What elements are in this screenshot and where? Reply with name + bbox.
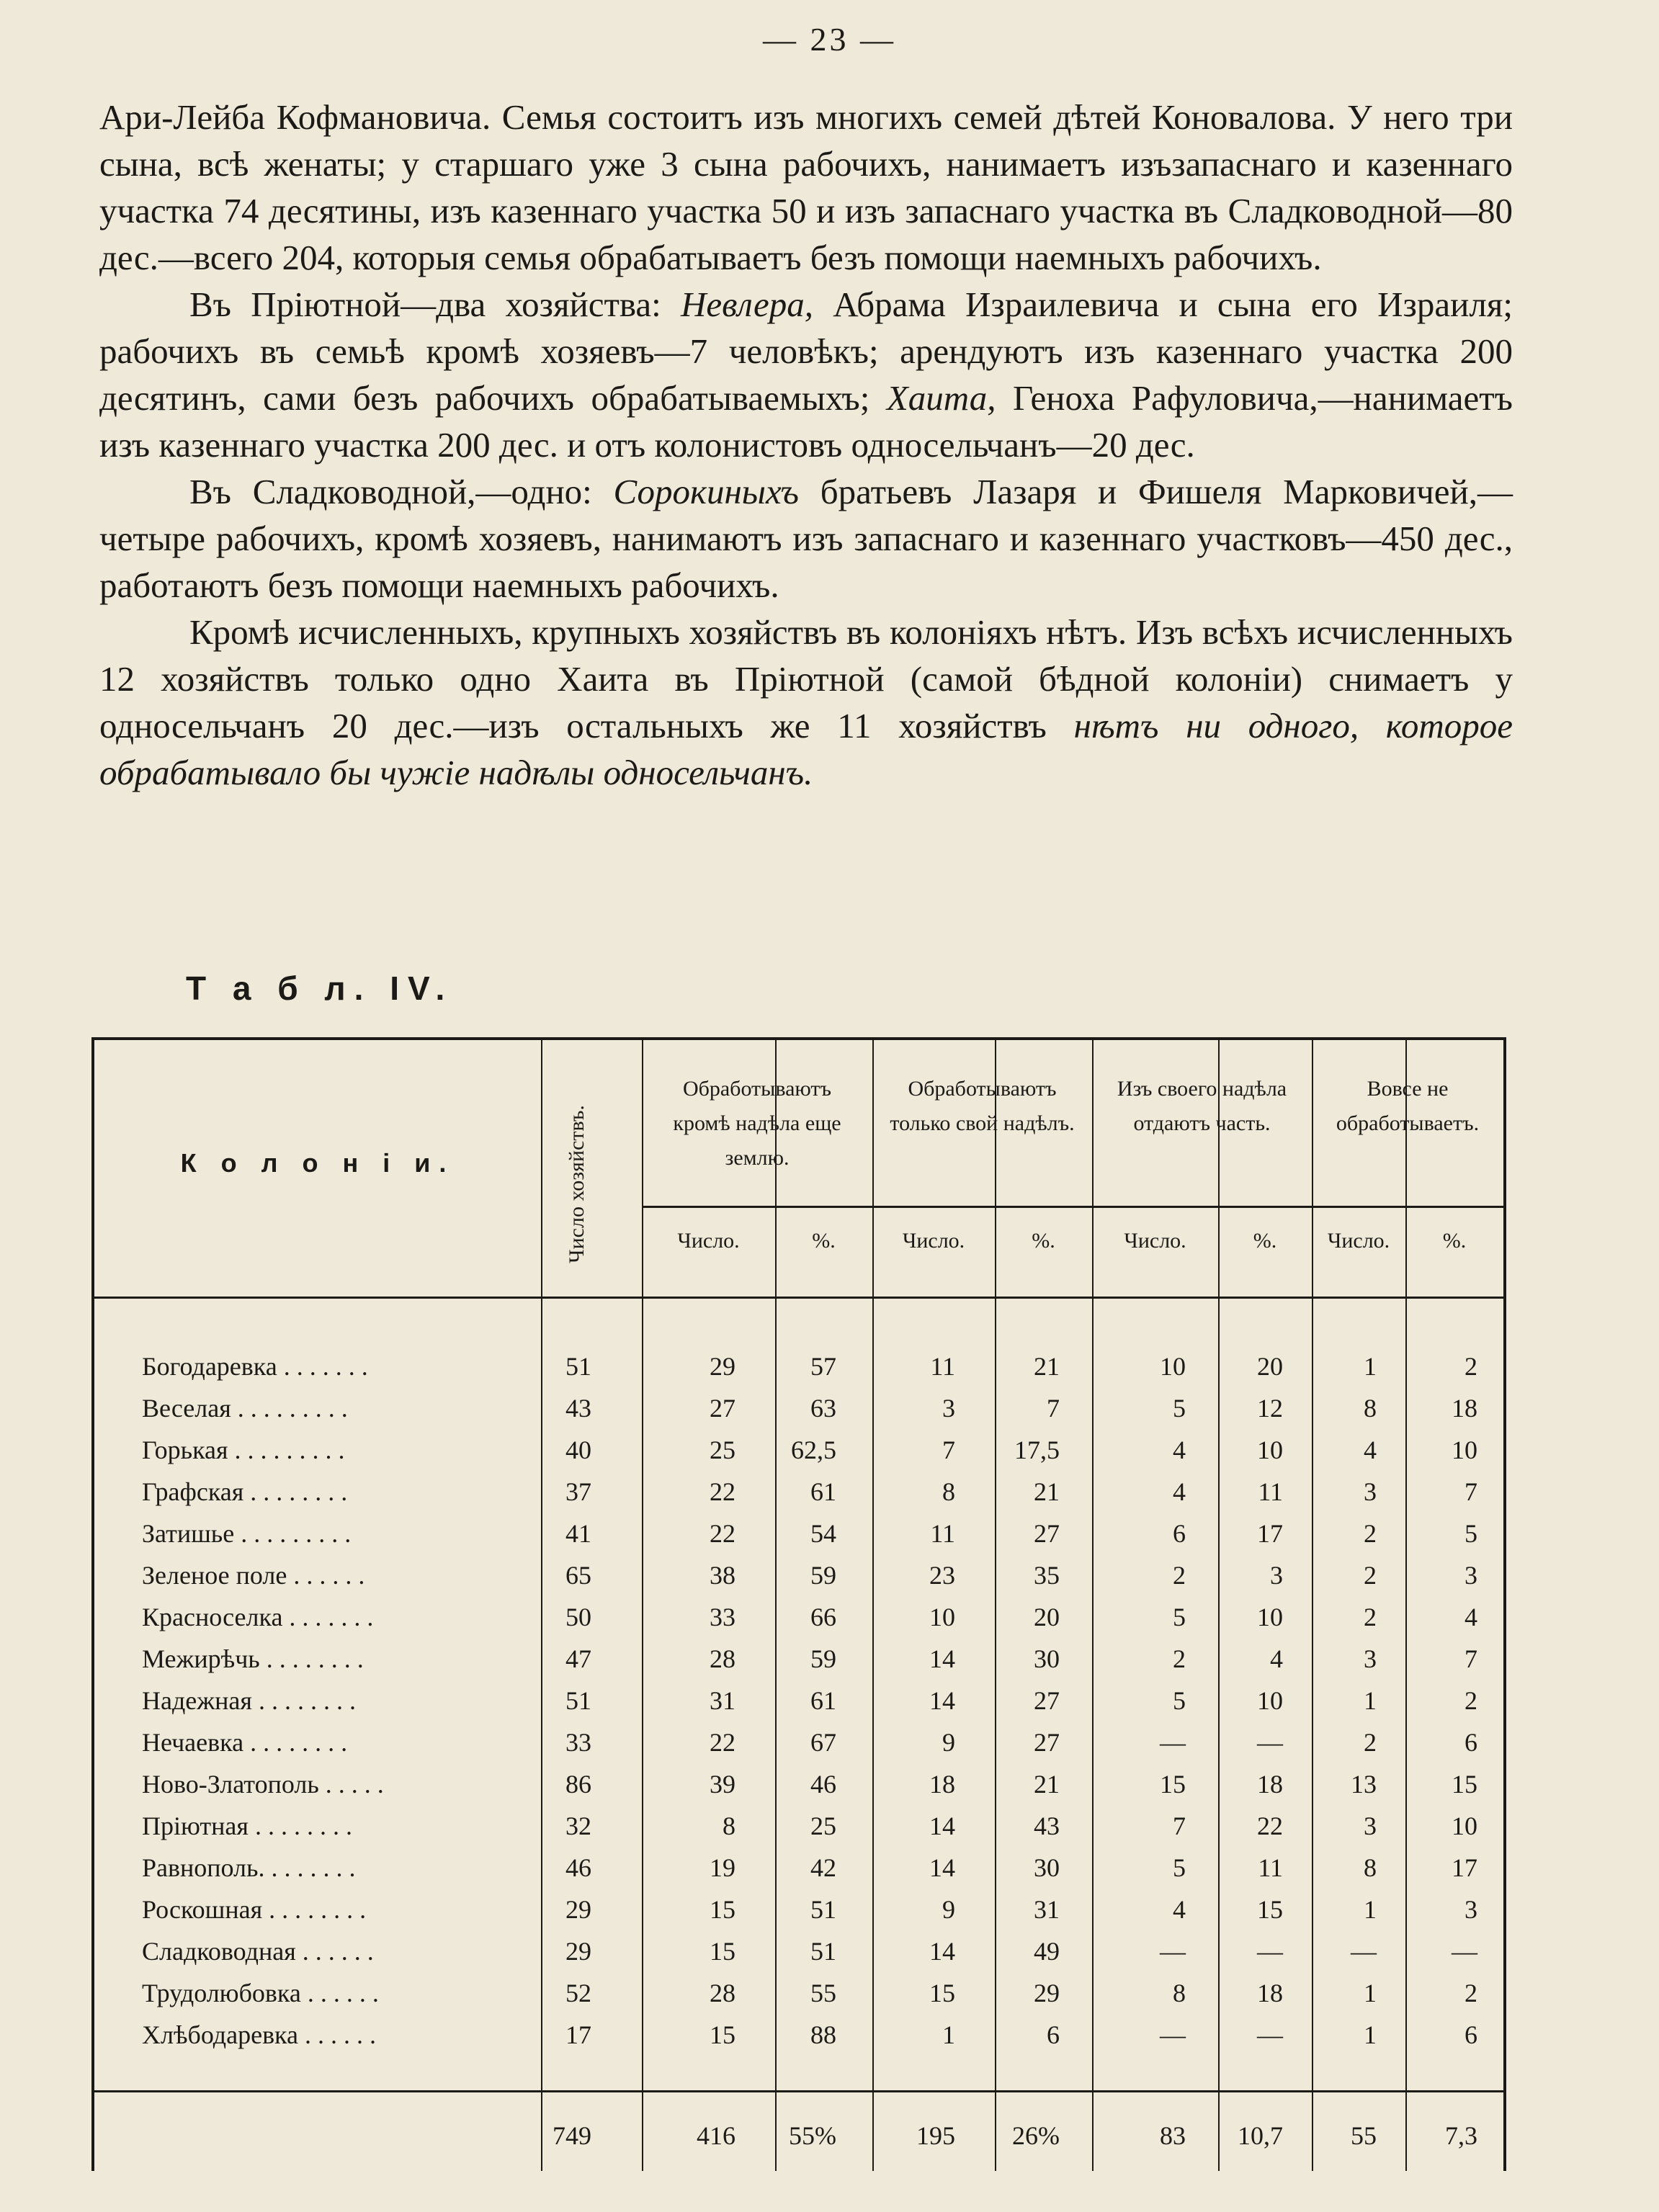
group-header: Обработываютъ только свой надѣлъ. [890, 1077, 1075, 1135]
table-cell: 10 [929, 1603, 955, 1631]
table-cell: 20 [1257, 1352, 1283, 1381]
colony-name: Межирѣчь . . . . . . . . [142, 1644, 364, 1673]
table-cell: 32 [565, 1812, 591, 1840]
table-row [94, 1727, 1503, 1769]
table-cell: 18 [1257, 1770, 1283, 1799]
table-cell: 10 [1452, 1812, 1477, 1840]
table-cell: 1 [1364, 1979, 1377, 2007]
table-cell: 10 [1257, 1603, 1283, 1631]
table-cell: — [1160, 1937, 1186, 1966]
table-cell: 49 [1034, 1937, 1060, 1966]
table-cell: 3 [942, 1394, 955, 1423]
table-cell: 18 [1257, 1979, 1283, 2007]
table-cell: 3 [1465, 1895, 1477, 1924]
table-cell: 6 [1173, 1519, 1186, 1548]
table-cell: 3 [1364, 1644, 1377, 1673]
table-cell: 2 [1364, 1519, 1377, 1548]
table-cell: 18 [1452, 1394, 1477, 1423]
table-cell: 46 [810, 1770, 836, 1799]
table-cell: 15 [710, 1937, 735, 1966]
table-cell: 11 [1258, 1477, 1283, 1506]
table-cell: 31 [710, 1686, 735, 1715]
table-cell: 17 [1257, 1519, 1283, 1548]
table-cell: 15 [1160, 1770, 1186, 1799]
text-run: Абрама Израилевича и сына его Израиля; рабочихъ въ семьѣ кромѣ хозяевъ—7 человѣкъ; арендуютъ изъ казеннаго участка 200 десятинъ, сами безъ рабочихъ обрабатываемыхъ; [99, 285, 1513, 418]
group-header: Изъ своего надѣла отдаютъ часть. [1117, 1077, 1287, 1135]
text-run: Кромѣ исчисленныхъ, крупныхъ хозяйствъ въ колоніяхъ нѣтъ. Изъ всѣхъ исчисленныхъ 12 хозяйствъ только одно Хаита въ Пріютной (самой бѣдной колоніи) снимаетъ у односельчанъ 20 дес.—изъ остальныхъ же 11 хозяйствъ [99, 612, 1513, 745]
table-cell: 11 [930, 1352, 955, 1381]
table-cell: — [1160, 2020, 1186, 2049]
colony-name: Горькая . . . . . . . . . [142, 1436, 345, 1464]
table-cell: 59 [810, 1644, 836, 1673]
table-cell: 29 [565, 1937, 591, 1966]
table-row [94, 1811, 1503, 1853]
table-cell: 33 [565, 1728, 591, 1757]
table-cell: 25 [710, 1436, 735, 1464]
table-cell: 62,5 [791, 1436, 836, 1464]
sub-header: %. [1253, 1229, 1277, 1253]
table-cell: 5 [1173, 1603, 1186, 1631]
row-rule [642, 1206, 1503, 1208]
table-cell: 51 [565, 1686, 591, 1715]
table-cell: 10 [1257, 1436, 1283, 1464]
paragraph [99, 281, 1513, 468]
table-cell: 28 [710, 1644, 735, 1673]
text-run: Въ Пріютной—два хозяйства: [189, 285, 681, 324]
colony-name: Богодаревка . . . . . . . [142, 1352, 368, 1381]
paragraph [99, 609, 1513, 796]
table-cell: 57 [810, 1352, 836, 1381]
table-cell: 4 [1173, 1436, 1186, 1464]
colony-name: Пріютная . . . . . . . . [142, 1812, 352, 1840]
colony-name: Зеленое поле . . . . . . [142, 1561, 365, 1590]
table-row [94, 1393, 1503, 1435]
colony-name: Затишье . . . . . . . . . [142, 1519, 352, 1548]
table-cell: 1 [1364, 1686, 1377, 1715]
text-run: Ари-Лейба Кофмановича. Семья состоитъ изъ многихъ семей дѣтей Коновалова. У него три сына, всѣ женаты; у старшаго уже 3 сына рабочихъ, нанимаетъ изъзапаснаго и казеннаго участка 74 десятины, изъ казеннаго участка 50 и изъ запаснаго участка въ Сладководной—80 дес.—всего 204, которыя семья обрабатываетъ безъ помощи наемныхъ рабочихъ. [99, 97, 1513, 277]
table-cell: 37 [565, 1477, 591, 1506]
table-cell: — [1257, 2020, 1283, 2049]
table-cell: 13 [1351, 1770, 1377, 1799]
table-cell: 39 [710, 1770, 735, 1799]
table-cell: 9 [942, 1895, 955, 1924]
table-cell: 22 [710, 1519, 735, 1548]
table-cell: 8 [1364, 1394, 1377, 1423]
table-cell: 2 [1465, 1979, 1477, 2007]
text-run: Въ Сладководной,—одно: [189, 472, 614, 511]
table-cell: 3 [1364, 1477, 1377, 1506]
table-cell: 35 [1034, 1561, 1060, 1590]
table-cell: 61 [810, 1686, 836, 1715]
colony-name: Хлѣбодаревка . . . . . . [142, 2020, 376, 2049]
table-cell: 46 [565, 1853, 591, 1882]
table-cell: 15 [710, 2020, 735, 2049]
table-cell: 10 [1160, 1352, 1186, 1381]
table-cell: 6 [1465, 2020, 1477, 2049]
table-cell: 55 [810, 1979, 836, 2007]
table-cell: 8 [723, 1812, 735, 1840]
table-cell: 15 [710, 1895, 735, 1924]
table-cell: 2 [1364, 1603, 1377, 1631]
table-cell: 8 [1173, 1979, 1186, 2007]
table-cell: 17 [1452, 1853, 1477, 1882]
table-cell: 61 [810, 1477, 836, 1506]
table-cell: 21 [1034, 1352, 1060, 1381]
table-cell: 6 [1047, 2020, 1060, 2049]
colony-name: Красноселка . . . . . . . [142, 1603, 374, 1631]
table-cell: 42 [810, 1853, 836, 1882]
table-cell: 5 [1173, 1686, 1186, 1715]
table-cell: 33 [710, 1603, 735, 1631]
table-cell: 59 [810, 1561, 836, 1590]
table-cell: 88 [810, 2020, 836, 2049]
total-cell: 55 [1351, 2121, 1377, 2150]
table-cell: 23 [929, 1561, 955, 1590]
households-column-header: Число хозяйствъ. [565, 1105, 589, 1263]
sub-header: Число. [1327, 1229, 1390, 1253]
sub-header: Число. [1124, 1229, 1186, 1253]
table-cell: 14 [929, 1644, 955, 1673]
table-cell: 43 [1034, 1812, 1060, 1840]
table-row [94, 1435, 1503, 1477]
colony-name: Нечаевка . . . . . . . . [142, 1728, 348, 1757]
table-cell: 2 [1465, 1686, 1477, 1715]
table-cell: 5 [1173, 1394, 1186, 1423]
colony-name: Веселая . . . . . . . . . [142, 1394, 348, 1423]
data-table [91, 1037, 1506, 2171]
table-cell: 6 [1465, 1728, 1477, 1757]
table-cell: 21 [1034, 1477, 1060, 1506]
table-cell: 4 [1173, 1477, 1186, 1506]
table-cell: 15 [1452, 1770, 1477, 1799]
colony-name: Ново-Златополь . . . . . [142, 1770, 384, 1799]
table-cell: 29 [565, 1895, 591, 1924]
colony-name: Роскошная . . . . . . . . [142, 1895, 367, 1924]
table-row [94, 1978, 1503, 2020]
table-cell: 11 [1258, 1853, 1283, 1882]
table-cell: 3 [1364, 1812, 1377, 1840]
table-cell: 17 [565, 2020, 591, 2049]
table-cell: 2 [1364, 1728, 1377, 1757]
table-cell: 2 [1364, 1561, 1377, 1590]
text-run: Геноха Рафуловича,—нанимаетъ изъ казеннаго участка 200 дес. и отъ колонистовъ односельчанъ—20 дес. [99, 378, 1513, 465]
table-cell: 8 [1364, 1853, 1377, 1882]
group-header: Обработываютъ кромѣ надѣла еще землю. [673, 1077, 841, 1170]
table-row [94, 2020, 1503, 2061]
table-cell: 86 [565, 1770, 591, 1799]
table-cell: 7 [942, 1436, 955, 1464]
table-cell: 51 [810, 1895, 836, 1924]
table-cell: 9 [942, 1728, 955, 1757]
table-cell: 52 [565, 1979, 591, 2007]
table-row [94, 1685, 1503, 1727]
table-cell: 1 [1364, 1352, 1377, 1381]
table-cell: 7 [1173, 1812, 1186, 1840]
table-cell: 40 [565, 1436, 591, 1464]
table-cell: 1 [1364, 1895, 1377, 1924]
table-cell: 29 [1034, 1979, 1060, 2007]
table-cell: 14 [929, 1686, 955, 1715]
table-row [94, 1351, 1503, 1393]
table-cell: 3 [1270, 1561, 1283, 1590]
table-cell: 2 [1465, 1352, 1477, 1381]
table-row [94, 1853, 1503, 1894]
table-row [94, 1894, 1503, 1936]
table-cell: 27 [1034, 1728, 1060, 1757]
table-cell: 4 [1173, 1895, 1186, 1924]
table-cell: 38 [710, 1561, 735, 1590]
table-cell: 17,5 [1014, 1436, 1060, 1464]
table-cell: 10 [1452, 1436, 1477, 1464]
italic-text: Хаита, [886, 378, 996, 418]
table-cell: 54 [810, 1519, 836, 1548]
table-cell: 27 [1034, 1519, 1060, 1548]
table-cell: 47 [565, 1644, 591, 1673]
table-cell: 12 [1257, 1394, 1283, 1423]
table-cell: 7 [1465, 1644, 1477, 1673]
table-cell: 5 [1465, 1519, 1477, 1548]
text-run: братьевъ Лазаря и Фишеля Марковичей,—четыре рабочихъ, кромѣ хозяевъ, нанимаютъ изъ запаснаго и казеннаго участковъ—450 дес., работаютъ безъ помощи наемныхъ рабочихъ. [99, 472, 1513, 605]
total-cell: 7,3 [1445, 2121, 1477, 2150]
total-cell: 55% [789, 2121, 836, 2150]
table-cell: 11 [930, 1519, 955, 1548]
total-cell: 416 [697, 2121, 735, 2150]
table-cell: 8 [942, 1477, 955, 1506]
table-cell: 1 [942, 2020, 955, 2049]
table-cell: — [1257, 1728, 1283, 1757]
table-cell: 51 [810, 1937, 836, 1966]
sub-header: Число. [677, 1229, 740, 1253]
table-cell: 27 [1034, 1686, 1060, 1715]
table-cell: — [1351, 1937, 1377, 1966]
sub-header: Число. [902, 1229, 965, 1253]
table-cell: 29 [710, 1352, 735, 1381]
colony-name: Графская . . . . . . . . [142, 1477, 348, 1506]
colony-name: Надежная . . . . . . . . [142, 1686, 356, 1715]
total-cell: 749 [553, 2121, 591, 2150]
table-cell: — [1257, 1937, 1283, 1966]
table-cell: 19 [710, 1853, 735, 1882]
table-cell: 15 [1257, 1895, 1283, 1924]
table-cell: 22 [1257, 1812, 1283, 1840]
table-row [94, 1769, 1503, 1811]
table-cell: — [1452, 1937, 1477, 1966]
table-cell: 65 [565, 1561, 591, 1590]
table-cell: 4 [1465, 1603, 1477, 1631]
table-cell: 41 [565, 1519, 591, 1548]
table-cell: 7 [1465, 1477, 1477, 1506]
row-rule [94, 2090, 1503, 2092]
table-cell: 1 [1364, 2020, 1377, 2049]
table-cell: 50 [565, 1603, 591, 1631]
table-cell: 66 [810, 1603, 836, 1631]
table-cell: 7 [1047, 1394, 1060, 1423]
sub-header: %. [1032, 1229, 1055, 1253]
table-cell: 15 [929, 1979, 955, 2007]
table-cell: 43 [565, 1394, 591, 1423]
table-caption: Т а б л. IV. [186, 970, 454, 1007]
table-cell: 51 [565, 1352, 591, 1381]
colony-name: Равнополь. . . . . . . . [142, 1853, 356, 1882]
table-cell: 30 [1034, 1853, 1060, 1882]
table-cell: 31 [1034, 1895, 1060, 1924]
group-header: Вовсе не обработываетъ. [1336, 1077, 1480, 1135]
table-cell: 22 [710, 1477, 735, 1506]
sub-header: %. [1442, 1229, 1467, 1253]
sub-header: %. [812, 1229, 836, 1253]
paragraph [99, 94, 1513, 281]
table-cell: 4 [1364, 1436, 1377, 1464]
table-cell: 2 [1173, 1644, 1186, 1673]
colonies-column-header: К о л о н і и. [180, 1148, 455, 1178]
table-cell: 20 [1034, 1603, 1060, 1631]
table-cell: 5 [1173, 1853, 1186, 1882]
body-text [99, 94, 1513, 796]
row-rule [94, 1297, 1503, 1299]
table-row [94, 1560, 1503, 1602]
table-cell: 14 [929, 1937, 955, 1966]
page-number: — 23 — [763, 21, 896, 58]
table-row [94, 1477, 1503, 1518]
total-cell: 83 [1160, 2121, 1186, 2150]
paragraph [99, 468, 1513, 609]
total-cell: 10,7 [1238, 2121, 1283, 2150]
table-cell: — [1160, 1728, 1186, 1757]
table-cell: 63 [810, 1394, 836, 1423]
italic-text: нѣтъ ни одного, которое обрабатывало бы чужіе надѣлы односельчанъ. [99, 706, 1513, 792]
table-cell: 2 [1173, 1561, 1186, 1590]
table-row [94, 1602, 1503, 1644]
table-cell: 30 [1034, 1644, 1060, 1673]
table-row [94, 1644, 1503, 1685]
table-cell: 27 [710, 1394, 735, 1423]
table-cell: 21 [1034, 1770, 1060, 1799]
total-cell: 195 [916, 2121, 955, 2150]
table-cell: 22 [710, 1728, 735, 1757]
italic-text: Сорокиныхъ [613, 472, 799, 511]
table-cell: 18 [929, 1770, 955, 1799]
total-cell: 26% [1012, 2121, 1060, 2150]
table-cell: 14 [929, 1853, 955, 1882]
table-cell: 3 [1465, 1561, 1477, 1590]
table-cell: 28 [710, 1979, 735, 2007]
table-row [94, 1936, 1503, 1978]
table-cell: 25 [810, 1812, 836, 1840]
italic-text: Невлера, [681, 285, 814, 324]
table-cell: 14 [929, 1812, 955, 1840]
colony-name: Сладководная . . . . . . [142, 1937, 374, 1966]
table-cell: 4 [1270, 1644, 1283, 1673]
table-cell: 10 [1257, 1686, 1283, 1715]
table-cell: 67 [810, 1728, 836, 1757]
table-row [94, 1518, 1503, 1560]
colony-name: Трудолюбовка . . . . . . [142, 1979, 379, 2007]
